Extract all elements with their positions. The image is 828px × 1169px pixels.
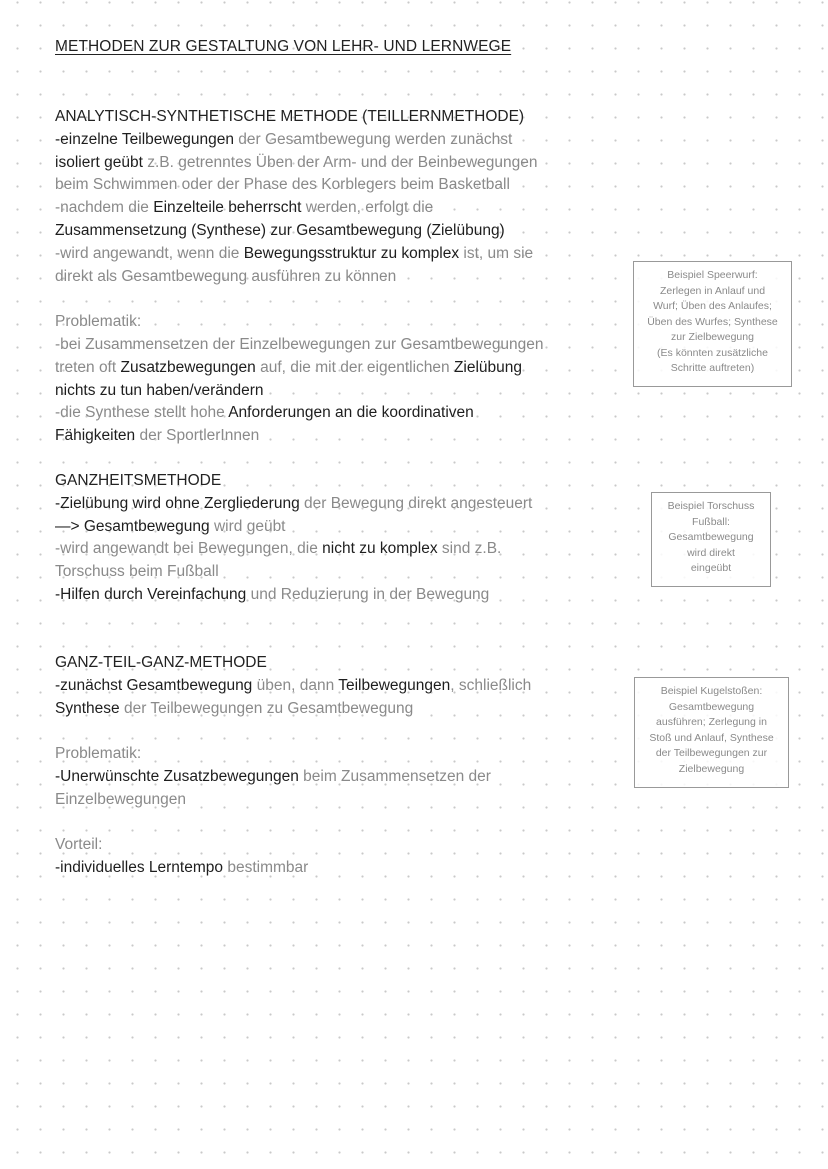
text-line: isoliert geübt z.B. getrenntes Üben der Arm- und der Beinbewegungen <box>55 153 538 171</box>
text-line: -wird angewandt, wenn die Bewegungsstruktur zu komplex ist, um sie <box>55 244 534 262</box>
text-line: —> Gesamtbewegung wird geübt <box>55 517 286 535</box>
text-line: Fähigkeiten der SportlerInnen <box>55 427 260 445</box>
example-box-kugelstossen: Beispiel Kugelstoßen: Gesamtbewegung ausführen; Zerlegung in Stoß und Anlauf, Synthese der Teilbewegungen zur Zielbewegung <box>634 677 789 788</box>
section-heading: ANALYTISCH-SYNTHETISCHE METHODE (TEILLERNMETHODE) <box>55 108 525 125</box>
text-line: Einzelbewegungen <box>55 790 186 808</box>
section-ganz-teil-ganz <box>55 652 615 880</box>
text-line: treten oft Zusatzbewegungen auf, die mit der eigentlichen Zielübung <box>55 358 523 376</box>
text-line: Synthese der Teilbewegungen zu Gesamtbewegung <box>55 699 414 717</box>
text-line: direkt als Gesamtbewegung ausführen zu können <box>55 267 397 285</box>
section-ganzheitsmethode <box>55 470 615 607</box>
text-line: -bei Zusammensetzen der Einzelbewegungen zur Gesamtbewegungen <box>55 335 544 353</box>
text-line: -zunächst Gesamtbewegung üben, dann Teilbewegungen, schließlich <box>55 676 532 694</box>
section-heading: GANZHEITSMETHODE <box>55 472 222 489</box>
text-line: -Hilfen durch Vereinfachung und Reduzierung in der Bewegung <box>55 585 490 603</box>
text-line: -die Synthese stellt hohe Anforderungen an die koordinativen <box>55 404 474 422</box>
example-box-torschuss: Beispiel Torschuss Fußball: Gesamtbewegung wird direkt eingeübt <box>651 492 771 587</box>
problematik-label: Problematik: <box>55 313 142 331</box>
text-line: -individuelles Lerntempo bestimmbar <box>55 859 309 877</box>
page-title: METHODEN ZUR GESTALTUNG VON LEHR- UND LERNWEGE <box>55 38 512 55</box>
text-line: Zusammensetzung (Synthese) zur Gesamtbewegung (Zielübung) <box>55 221 505 239</box>
text-line: -nachdem die Einzelteile beherrscht werden, erfolgt die <box>55 199 434 217</box>
text-line: -einzelne Teilbewegungen der Gesamtbewegung werden zunächst <box>55 130 513 148</box>
text-line: -Unerwünschte Zusatzbewegungen beim Zusammensetzen der <box>55 767 491 785</box>
text-line: -Zielübung wird ohne Zergliederung der Bewegung direkt angesteuert <box>55 494 533 512</box>
text-line: nichts zu tun haben/verändern <box>55 381 264 399</box>
text-line: -wird angewandt bei Bewegungen, die nicht zu komplex sind z.B. <box>55 540 502 558</box>
text-line: Torschuss beim Fußball <box>55 563 219 581</box>
section-heading: GANZ-TEIL-GANZ-METHODE <box>55 654 267 671</box>
problematik-label: Problematik: <box>55 745 142 763</box>
example-box-speerwurf: Beispiel Speerwurf: Zerlegen in Anlauf und Wurf; Üben des Anlaufes; Üben des Wurfes; Synthese zur Zielbewegung (Es könnten zusätzliche Schritte auftreten) <box>633 261 792 387</box>
text-line: beim Schwimmen oder der Phase des Korblegers beim Basketball <box>55 176 510 194</box>
section-analytisch-synthetisch <box>55 106 615 448</box>
vorteil-label: Vorteil: <box>55 836 103 854</box>
